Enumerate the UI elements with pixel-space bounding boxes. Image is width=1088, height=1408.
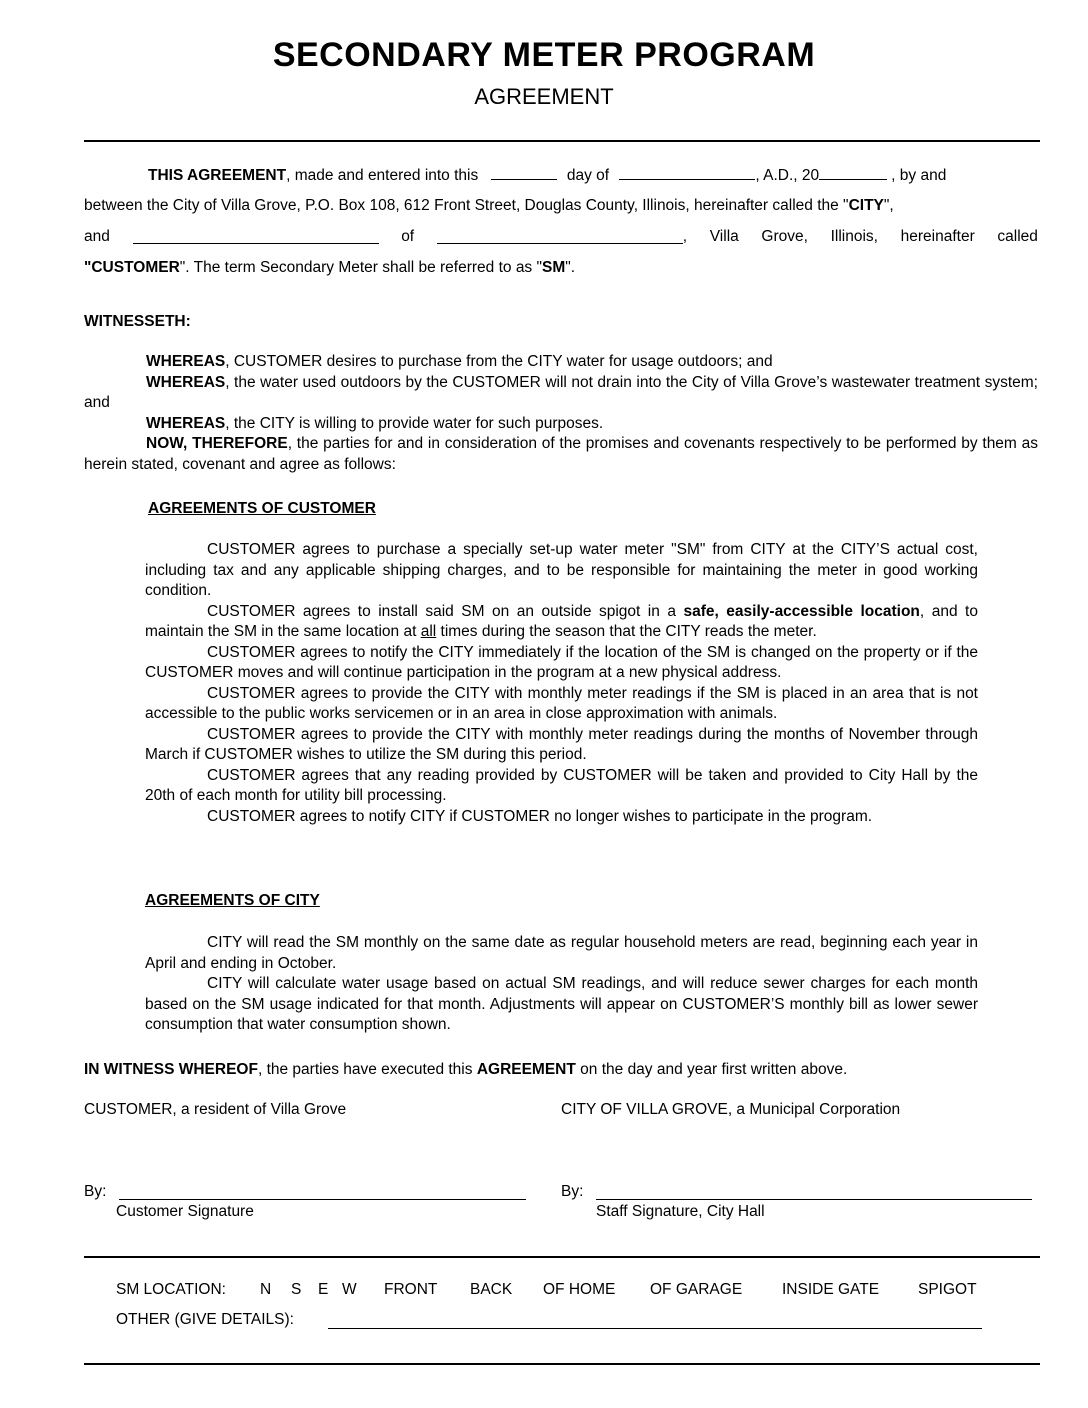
intro-word: hereinafter — [900, 228, 975, 245]
agreement-term: AGREEMENT — [476, 1061, 576, 1078]
sm-location-label: SM LOCATION: — [116, 1281, 226, 1298]
document-subtitle: AGREEMENT — [474, 84, 614, 109]
location-option-n[interactable]: N — [260, 1281, 272, 1298]
location-option-back[interactable]: BACK — [470, 1281, 513, 1298]
staff-signature-line[interactable] — [596, 1199, 1032, 1200]
clause-text: , and to maintain the SM in the same location at — [145, 602, 978, 640]
city-term: CITY — [848, 197, 884, 214]
customer-term: CUSTOMER — [91, 259, 180, 276]
this-agreement-label: THIS AGREEMENT — [148, 167, 287, 184]
by-label-right: By: — [561, 1183, 584, 1200]
customer-agreements — [145, 540, 978, 827]
by-label-left: By: — [84, 1183, 107, 1200]
intro-word: called — [997, 228, 1038, 245]
other-details-line[interactable] — [328, 1328, 982, 1329]
staff-signature-caption: Staff Signature, City Hall — [596, 1203, 765, 1220]
document-title: SECONDARY METER PROGRAM — [272, 36, 816, 74]
witness-text: on the day and year first written above. — [575, 1061, 848, 1078]
customer-signature-caption: Customer Signature — [116, 1203, 254, 1220]
now-therefore-text: , the parties for and in consideration of the promises and covenants respectively to be performed by them as herein stated, covenant and agree as follows: — [84, 435, 1038, 473]
city-clause-1: CITY will read the SM monthly on the same date as regular household meters are read, beginning each year in April and ending in October. — [145, 934, 978, 972]
customer-clause-5: CUSTOMER agrees to provide the CITY with monthly meter readings during the months of November through March if CUSTOMER wishes to utilize the SM during this period. — [145, 725, 978, 763]
customer-clause-3: CUSTOMER agrees to notify the CITY immediately if the location of the SM is changed on the property or if the CUSTOMER moves and will continue participation in the program at a new physical address. — [145, 643, 978, 681]
intro-text: day of — [566, 167, 610, 184]
month-blank[interactable] — [619, 164, 755, 180]
witnesseth-heading: WITNESSETH: — [84, 313, 191, 330]
witness-label: IN WITNESS WHEREOF — [84, 1061, 258, 1078]
customer-clause-7: CUSTOMER agrees to notify CITY if CUSTOMER no longer wishes to participate in the program. — [207, 807, 873, 825]
city-agreements — [145, 933, 978, 1036]
whereas-label: WHEREAS — [146, 353, 226, 370]
location-option-of-garage[interactable]: OF GARAGE — [650, 1281, 743, 1298]
other-details-label: OTHER (GIVE DETAILS): — [116, 1311, 294, 1328]
intro-text: between the City of Villa Grove, P.O. Box 108, 612 Front Street, Douglas County, Illinois, hereinafter called the " — [84, 197, 849, 214]
location-option-inside-gate[interactable]: INSIDE GATE — [782, 1281, 880, 1298]
customer-section-heading: AGREEMENTS OF CUSTOMER — [148, 500, 376, 517]
location-option-of-home[interactable]: OF HOME — [543, 1281, 616, 1298]
intro-text: , by and — [891, 167, 947, 184]
intro-text: , A.D., 20 — [755, 167, 820, 184]
city-section-heading: AGREEMENTS OF CITY — [145, 892, 320, 909]
clause-text: times during the season that the CITY reads the meter. — [436, 623, 817, 640]
clause-emphasis: safe, easily-accessible location — [683, 602, 920, 620]
location-option-e[interactable]: E — [318, 1281, 329, 1298]
customer-clause-1: CUSTOMER agrees to purchase a specially set-up water meter "SM" from CITY at the CITY’S actual cost, including tax and any applicable shipping charges, and to be responsible for maintaining the meter in good working condition. — [145, 541, 978, 599]
customer-party-label: CUSTOMER, a resident of Villa Grove — [84, 1101, 347, 1118]
intro-text: " — [84, 259, 92, 276]
year-blank[interactable] — [819, 164, 887, 180]
customer-signature-line[interactable] — [119, 1199, 526, 1200]
intro-word: Villa — [709, 228, 739, 245]
sm-term: SM — [542, 259, 566, 276]
whereas-text: , the water used outdoors by the CUSTOMER will not drain into the City of Villa Grove’s wastewater treatment system; and — [84, 373, 1038, 411]
whereas-block — [84, 352, 1038, 475]
location-option-spigot[interactable]: SPIGOT — [918, 1281, 977, 1298]
intro-word: Illinois, — [830, 228, 878, 245]
city-clause-2: CITY will calculate water usage based on actual SM readings, and will reduce sewer charges for each month based on the SM usage indicated for that month. Adjustments will appear on CUSTOMER’S monthly bill as lower sewer consumption that water consumption shown. — [145, 975, 978, 1033]
clause-text: CUSTOMER agrees to install said SM on an outside spigot in a — [207, 602, 684, 620]
intro-word: Grove, — [761, 228, 808, 245]
intro-text: , — [682, 228, 688, 245]
intro-line-4 — [84, 258, 1038, 278]
clause-emphasis: all — [420, 623, 437, 640]
whereas-text: , CUSTOMER desires to purchase from the CITY water for usage outdoors; and — [225, 353, 773, 370]
location-option-s[interactable]: S — [291, 1281, 302, 1298]
customer-clause-2 — [145, 602, 978, 643]
customer-clause-4: CUSTOMER agrees to provide the CITY with monthly meter readings if the SM is placed in an area that is not accessible to the public works servicemen or in an area in close approximation with animals. — [145, 684, 978, 722]
whereas-label: WHEREAS — [146, 373, 226, 391]
intro-line-2 — [84, 196, 1038, 216]
intro-text: and — [84, 228, 110, 245]
location-option-front[interactable]: FRONT — [384, 1281, 438, 1298]
customer-name-blank[interactable] — [133, 228, 379, 244]
city-party-label: CITY OF VILLA GROVE, a Municipal Corporation — [561, 1101, 901, 1118]
now-therefore-label: NOW, THEREFORE — [146, 435, 288, 452]
bottom-divider — [84, 1363, 1040, 1365]
location-top-divider — [84, 1256, 1040, 1258]
intro-text: ", — [883, 197, 894, 214]
witness-statement — [84, 1060, 1038, 1080]
location-option-w[interactable]: W — [342, 1281, 357, 1298]
witness-text: , the parties have executed this — [257, 1061, 477, 1078]
intro-line-1 — [148, 164, 1038, 186]
intro-text: ". The term Secondary Meter shall be referred to as " — [179, 259, 542, 276]
intro-text: of — [401, 228, 415, 245]
intro-line-3 — [84, 227, 1038, 247]
whereas-text: , the CITY is willing to provide water for such purposes. — [225, 414, 604, 432]
day-blank[interactable] — [491, 164, 557, 180]
intro-text: ". — [565, 259, 576, 276]
intro-text: , made and entered into this — [286, 167, 479, 184]
whereas-label: WHEREAS — [146, 414, 226, 432]
top-divider — [84, 140, 1040, 142]
customer-address-blank[interactable] — [437, 228, 683, 244]
customer-clause-6: CUSTOMER agrees that any reading provided by CUSTOMER will be taken and provided to City Hall by the 20th of each month for utility bill processing. — [145, 766, 978, 804]
